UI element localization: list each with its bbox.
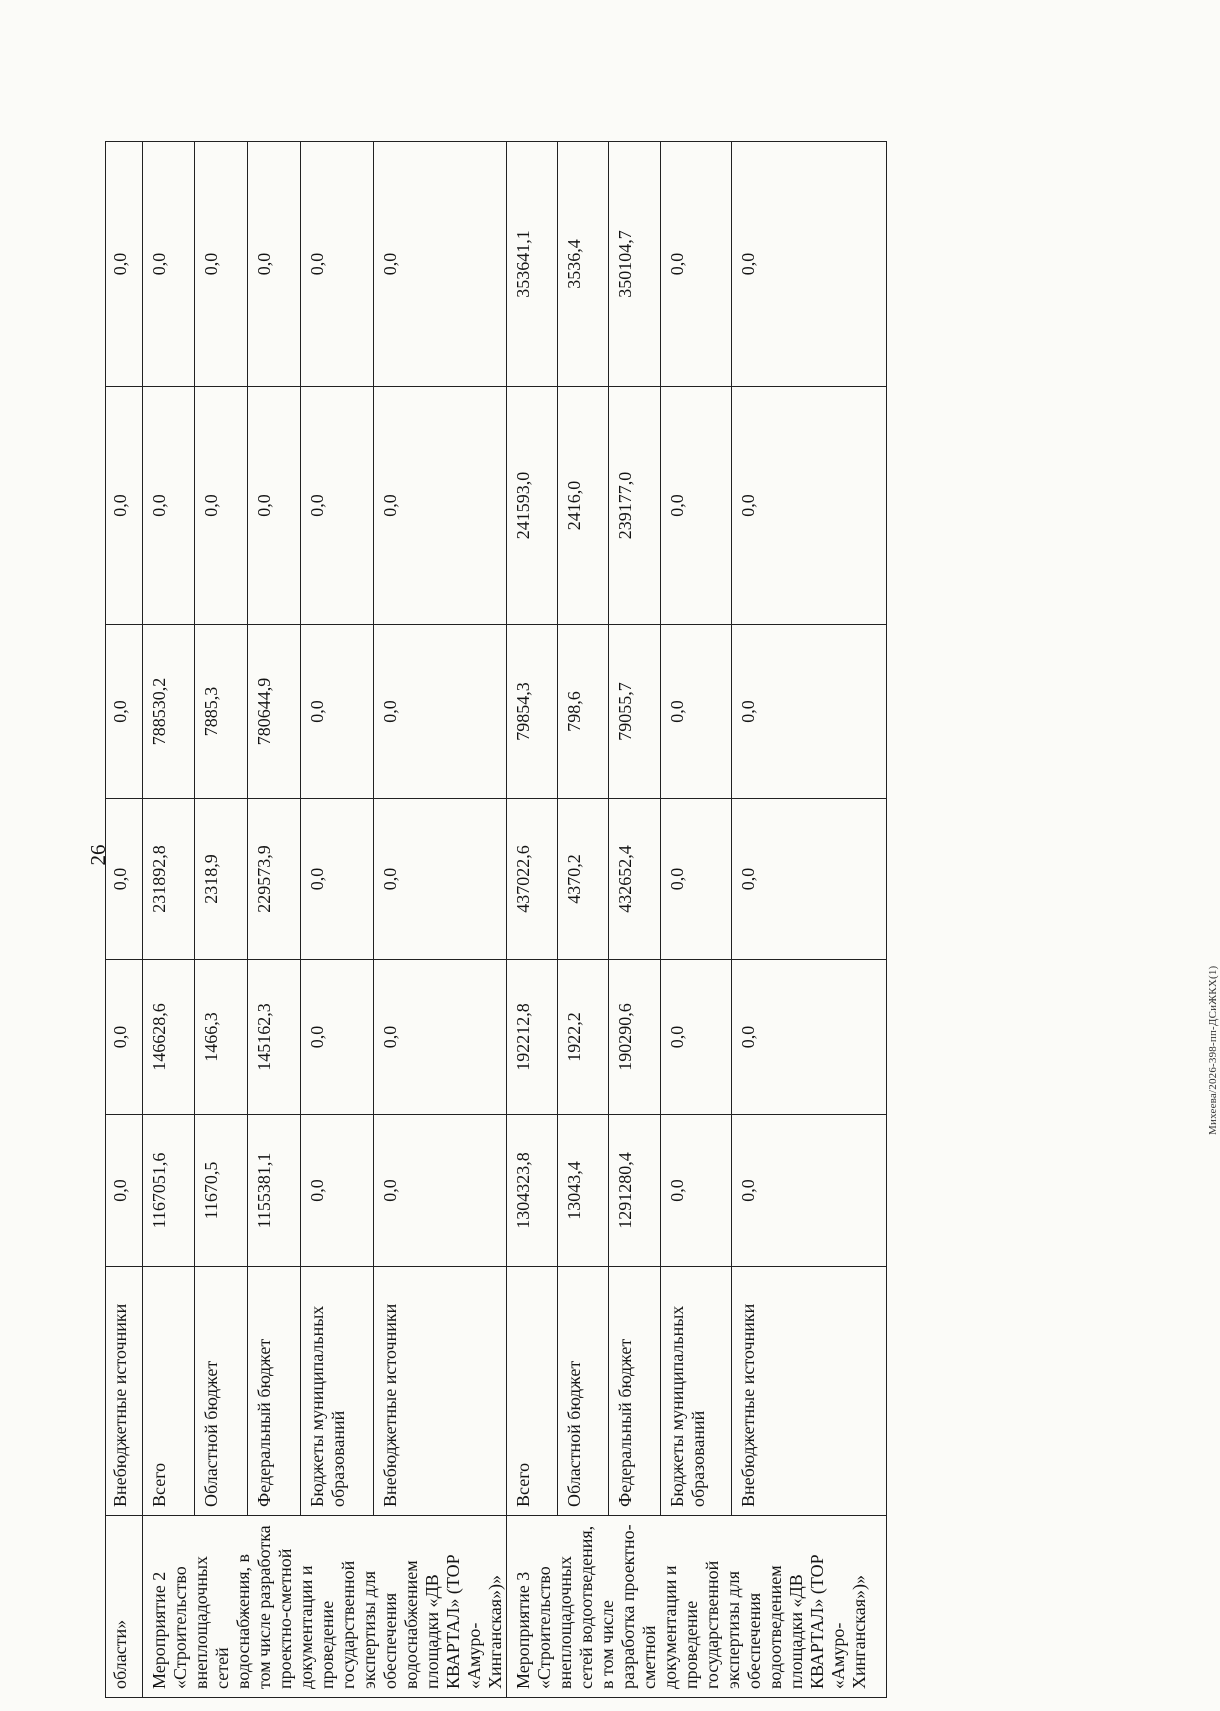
value-cell: 0,0 [106, 142, 143, 387]
funding-source: Всего [143, 1267, 195, 1516]
value-cell: 1466,3 [195, 960, 247, 1115]
funding-source: Областной бюджет [195, 1267, 247, 1516]
value-cell: 0,0 [106, 387, 143, 625]
value-cell: 0,0 [732, 1115, 887, 1267]
value-cell: 798,6 [558, 625, 609, 799]
value-cell: 231892,8 [143, 799, 195, 960]
funding-source: Внебюджетные источники [373, 1267, 506, 1516]
value-cell: 7885,3 [195, 625, 247, 799]
value-cell: 788530,2 [143, 625, 195, 799]
funding-source: Внебюджетные источники [106, 1267, 143, 1516]
value-cell: 0,0 [300, 387, 373, 625]
funding-source: Бюджеты муниципальных образований [300, 1267, 373, 1516]
value-cell: 79854,3 [507, 625, 558, 799]
value-cell: 0,0 [106, 625, 143, 799]
value-cell: 0,0 [373, 387, 506, 625]
value-cell: 2318,9 [195, 799, 247, 960]
funding-source: Федеральный бюджет [609, 1267, 661, 1516]
value-cell: 353641,1 [507, 142, 558, 387]
table-row [247, 142, 300, 1698]
budget-table-rotated [105, 142, 1059, 1698]
funding-source: Внебюджетные источники [732, 1267, 887, 1516]
value-cell: 0,0 [106, 960, 143, 1115]
table-row [373, 142, 506, 1698]
value-cell: 13043,4 [558, 1115, 609, 1267]
activity-description-continuation: области» [106, 1516, 143, 1698]
table-row [300, 142, 373, 1698]
table-row [661, 142, 732, 1698]
table-row [143, 142, 195, 1698]
value-cell: 190290,6 [609, 960, 661, 1115]
value-cell: 0,0 [195, 387, 247, 625]
table-row [558, 142, 609, 1698]
funding-source: Всего [507, 1267, 558, 1516]
page-number: 26 [86, 844, 110, 866]
value-cell: 241593,0 [507, 387, 558, 625]
value-cell: 0,0 [300, 799, 373, 960]
value-cell: 1167051,6 [143, 1115, 195, 1267]
value-cell: 1304323,8 [507, 1115, 558, 1267]
activity-description: Мероприятие 2 «Строительство внеплощадочных сетей водоснабжения, в том числе разработка проектно-сметной документации и проведение государственной экспертизы для обеспечения водоснабжением площадки «ДВ КВАРТАЛ» (ТОР «Амуро-Хинганская»)» [143, 1516, 507, 1698]
value-cell: 0,0 [300, 142, 373, 387]
funding-source: Федеральный бюджет [247, 1267, 300, 1516]
value-cell: 437022,6 [507, 799, 558, 960]
value-cell: 1922,2 [558, 960, 609, 1115]
value-cell: 0,0 [732, 625, 887, 799]
table-row [507, 142, 558, 1698]
value-cell: 0,0 [106, 1115, 143, 1267]
budget-table [105, 141, 887, 1698]
funding-source: Бюджеты муниципальных образований [661, 1267, 732, 1516]
value-cell: 0,0 [732, 960, 887, 1115]
value-cell: 0,0 [373, 1115, 506, 1267]
value-cell: 0,0 [106, 799, 143, 960]
value-cell: 0,0 [247, 387, 300, 625]
value-cell: 0,0 [661, 799, 732, 960]
value-cell: 0,0 [732, 142, 887, 387]
value-cell: 11670,5 [195, 1115, 247, 1267]
value-cell: 145162,3 [247, 960, 300, 1115]
value-cell: 0,0 [661, 1115, 732, 1267]
document-footer-code: Михеева/2026-398-пп-ДСиЖКХ(1) [1207, 965, 1219, 1135]
value-cell: 0,0 [143, 142, 195, 387]
value-cell: 3536,4 [558, 142, 609, 387]
value-cell: 0,0 [373, 142, 506, 387]
value-cell: 350104,7 [609, 142, 661, 387]
value-cell: 4370,2 [558, 799, 609, 960]
value-cell: 0,0 [661, 960, 732, 1115]
value-cell: 0,0 [661, 625, 732, 799]
value-cell: 192212,8 [507, 960, 558, 1115]
value-cell: 146628,6 [143, 960, 195, 1115]
value-cell: 0,0 [300, 1115, 373, 1267]
value-cell: 780644,9 [247, 625, 300, 799]
table-row [195, 142, 247, 1698]
value-cell: 0,0 [661, 142, 732, 387]
funding-source: Областной бюджет [558, 1267, 609, 1516]
value-cell: 1155381,1 [247, 1115, 300, 1267]
table-row-continuation [106, 142, 143, 1698]
value-cell: 0,0 [373, 960, 506, 1115]
value-cell: 0,0 [247, 142, 300, 387]
value-cell: 0,0 [373, 625, 506, 799]
value-cell: 0,0 [732, 387, 887, 625]
value-cell: 0,0 [300, 960, 373, 1115]
value-cell: 1291280,4 [609, 1115, 661, 1267]
table-row [609, 142, 661, 1698]
value-cell: 0,0 [195, 142, 247, 387]
activity-description: Мероприятие 3 «Строительство внеплощадочных сетей водоотведения, в том числе разработка проектно-сметной документации и проведение государственной экспертизы для обеспечения водоотведением площадки «ДВ КВАРТАЛ» (ТОР «Амуро-Хинганская»)» [507, 1516, 887, 1698]
value-cell: 0,0 [732, 799, 887, 960]
value-cell: 79055,7 [609, 625, 661, 799]
value-cell: 0,0 [661, 387, 732, 625]
value-cell: 229573,9 [247, 799, 300, 960]
value-cell: 0,0 [143, 387, 195, 625]
value-cell: 0,0 [300, 625, 373, 799]
value-cell: 0,0 [373, 799, 506, 960]
value-cell: 2416,0 [558, 387, 609, 625]
value-cell: 432652,4 [609, 799, 661, 960]
value-cell: 239177,0 [609, 387, 661, 625]
table-row [732, 142, 887, 1698]
